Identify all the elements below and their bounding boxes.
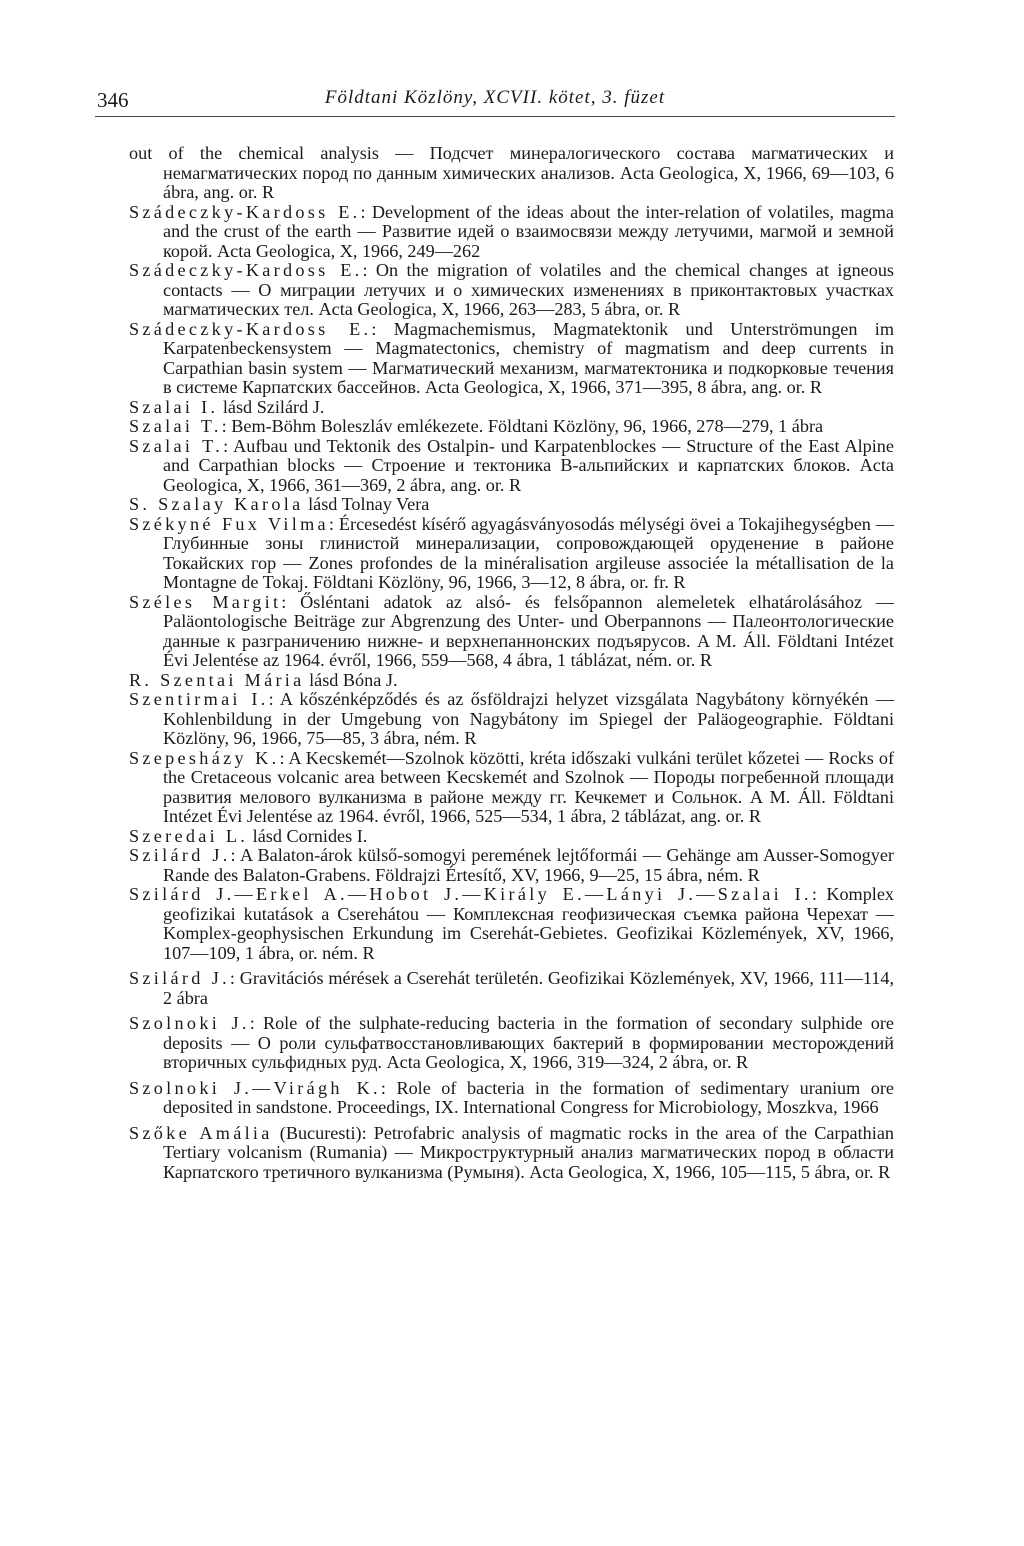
bibliography-entry: [129, 261, 894, 320]
bibliography-entry: [129, 593, 894, 671]
bibliography-entry: [129, 1124, 894, 1183]
bibliography-entry: [129, 690, 894, 749]
entry-text: lásd Szilárd J.: [218, 396, 325, 417]
bibliography-entry: [129, 320, 894, 398]
entry-author: Szalai T.: [129, 416, 222, 436]
entry-text: (Bucuresti): Petrofabric analysis of magmatic rocks in the area of the Carpathian Tertiary volcanism (Rumania) — Микроструктурный анализ магматических пород в области Карпатского третичного вулканизма (Румыня). Acta Geologica, X, 1966, 105—115, 5 ábra, or. R: [163, 1122, 894, 1182]
entry-text: : Gravitációs mérések a Cserehát területén. Geofizikai Közlemények, XV, 1966, 111—114, 2 ábra: [163, 968, 894, 1008]
bibliography-entry: [129, 885, 894, 963]
entry-text: lásd Bóna J.: [304, 669, 398, 690]
page-header: [95, 82, 895, 117]
entry-author: S. Szalay Karola: [129, 494, 304, 514]
bibliography-entry: [129, 515, 894, 593]
entry-author: Szolnoki J.—Virágh K.: [129, 1077, 381, 1098]
entry-text: lásd Tolnay Vera: [303, 494, 430, 514]
bibliography-entry: [129, 437, 894, 496]
entry-author: Szádeczky-Kardoss E.: [129, 201, 361, 222]
entry-author: Szentirmai I.: [129, 689, 269, 709]
entry-text: : Aufbau und Tektonik des Ostalpin- und Karpatenblockes — Structure of the East Alpine and Carpathian blocks — Строение и тектоника В-альпийских и карпатских блоков. Acta Geologica, X, 1966, 361—369, 2 ábra, ang. or. R: [163, 435, 894, 495]
bibliography-entry: [129, 203, 894, 262]
bibliography-list: [129, 144, 894, 1182]
entry-author: Szolnoki J.: [129, 1013, 250, 1033]
entry-text: : Ércesedést kísérő agyagásványosodás mélységi övei a Tokajihegységben — Глубинные зоны глинистой минерализации, сопровождающей оруденение в районе Токайских гор — Zones profondes de la minéralisation argileuse associée la métallisation de la Montagne de Tokaj. Földtani Közlöny, 96, 1966, 3—12, 8 ábra, or. fr. R: [163, 513, 895, 592]
entry-text: : A Balaton-árok külső-somogyi peremének lejtőformái — Gehänge am Ausser-Somogyer Rande des Balaton-Grabens. Földrajzi Értesítő, XV, 1966, 9—25, 15 ábra, ném. R: [163, 845, 894, 885]
bibliography-entry: [129, 671, 894, 691]
entry-author: Szőke Amália: [129, 1122, 273, 1143]
bibliography-entry: [129, 827, 894, 847]
entry-text: : Bem-Böhm Boleszláv emlékezete. Földtani Közlöny, 96, 1966, 278—279, 1 ábra: [221, 416, 824, 436]
entry-author: Szeredai L.: [129, 825, 249, 846]
entry-text: : Role of bacteria in the formation of sedimentary uranium ore deposited in sandstone. Proceedings, IX. International Congress for Microbiology, Moszkva, 1966: [163, 1077, 894, 1117]
page-number: 346: [97, 88, 129, 112]
entry-author: Szádeczky-Kardoss E.: [129, 260, 363, 280]
bibliography-entry: [129, 1079, 894, 1118]
entry-text: : Komplex geofizikai kutatások a Cserehátou — Комплексная геофизическая съемка района Черехат — Komplex-geophysischen Erkundung im Cserehát-Gebietes. Geofizikai Közlemények, XV, 1966, 107—109, 1 ábra, or. ném. R: [163, 884, 895, 963]
entry-text: : Magmachemismus, Magmatektonik und Unterströmungen im Karpatenbeckensystem — Magmatectonics, chemistry of magmatism and deep currents in Carpathian basin system — Магматический механизм, магматектоника и подкорковые течения в системе Карпатских бассейнов. Acta Geologica, X, 1966, 371—395, 8 ábra, ang. or. R: [163, 318, 894, 397]
bibliography-entry: [129, 495, 894, 515]
entry-text: : Ősléntani adatok az alsó- és felsőpannon alemeletek elhatárolásához — Paläontologische Beiträge zur Abgrenzung des Unter- und Oberpannons — Палеонтологические данные к разграничению нижне- и верхнепаннонских подъярусов. A M. Áll. Földtani Intézet Évi Jelentése az 1964. évről, 1966, 559—568, 4 ábra, 1 táblázat, ném. or. R: [163, 591, 894, 670]
entry-author: Széles Margit: [129, 591, 282, 612]
bibliography-entry: [129, 1014, 894, 1073]
bibliography-entry: [129, 417, 894, 437]
entry-author: Szilárd J.: [129, 968, 230, 988]
entry-author: R. Szentai Mária: [129, 669, 305, 690]
bibliography-entry: [129, 144, 894, 203]
bibliography-entry: [129, 398, 894, 418]
entry-text: out of the chemical analysis — Подсчет минералогического состава магматических и немагматических пород по данным химических анализов. Acta Geologica, X, 1966, 69—103, 6 ábra, ang. or. R: [129, 143, 894, 202]
bibliography-entry: [129, 846, 894, 885]
running-title: Földtani Közlöny, XCVII. kötet, 3. füzet: [324, 87, 666, 108]
entry-text: : Development of the ideas about the inter-relation of volatiles, magma and the crust of the earth — Развитие идей о взаимосвязи между летучими, магмой и земной корой. Acta Geologica, X, 1966, 249—262: [163, 201, 894, 261]
entry-author: Szepesházy K.: [129, 747, 280, 768]
entry-text: : Role of the sulphate-reducing bacteria in the formation of secondary sulphide ore deposits — О роли сульфатвосстановливающих бактерий в формировании месторождений вторичных сульфидных руд. Acta Geologica, X, 1966, 319—324, 2 ábra, or. R: [163, 1013, 895, 1072]
entry-text: lásd Cornides I.: [248, 825, 368, 846]
entry-author: Szilárd J.: [129, 845, 231, 865]
entry-author: Szalai T.: [129, 435, 224, 456]
bibliography-entry: [129, 749, 894, 827]
entry-author: Szilárd J.—Erkel A.—Hobot J.—Király E.—Lányi J.—Szalai I.: [129, 884, 812, 904]
entry-text: : A Kecskemét—Szolnok közötti, kréta időszaki vulkáni terület kőzetei — Rocks of the Cretaceous volcanic area between Kecskemét and Szolnok — Породы погребенной площади развития мелового вулканизма в районе между гг. Кечкемет и Сольнок. A M. Áll. Földtani Intézet Évi Jelentése az 1964. évről, 1966, 525—534, 1 ábra, 2 táblázat, ang. or. R: [163, 747, 895, 826]
entry-text: : A kőszénképződés és az ősföldrajzi helyzet vizsgálata Nagybátony környékén — Kohlenbildung in der Umgebung von Nagybátony im Spiegel der Paläogeographie. Földtani Közlöny, 96, 1966, 75—85, 3 ábra, ném. R: [163, 689, 895, 748]
bibliography-entry: [129, 969, 894, 1008]
entry-text: : On the migration of volatiles and the chemical changes at igneous contacts — О миграции летучих и о химических изменениях в приконтактовых участках магматических тел. Acta Geologica, X, 1966, 263—283, 5 ábra, or. R: [163, 260, 894, 319]
entry-author: Szalai I.: [129, 396, 219, 417]
entry-author: Szádeczky-Kardoss E.: [129, 318, 372, 339]
entry-author: Székyné Fux Vilma: [129, 513, 329, 534]
